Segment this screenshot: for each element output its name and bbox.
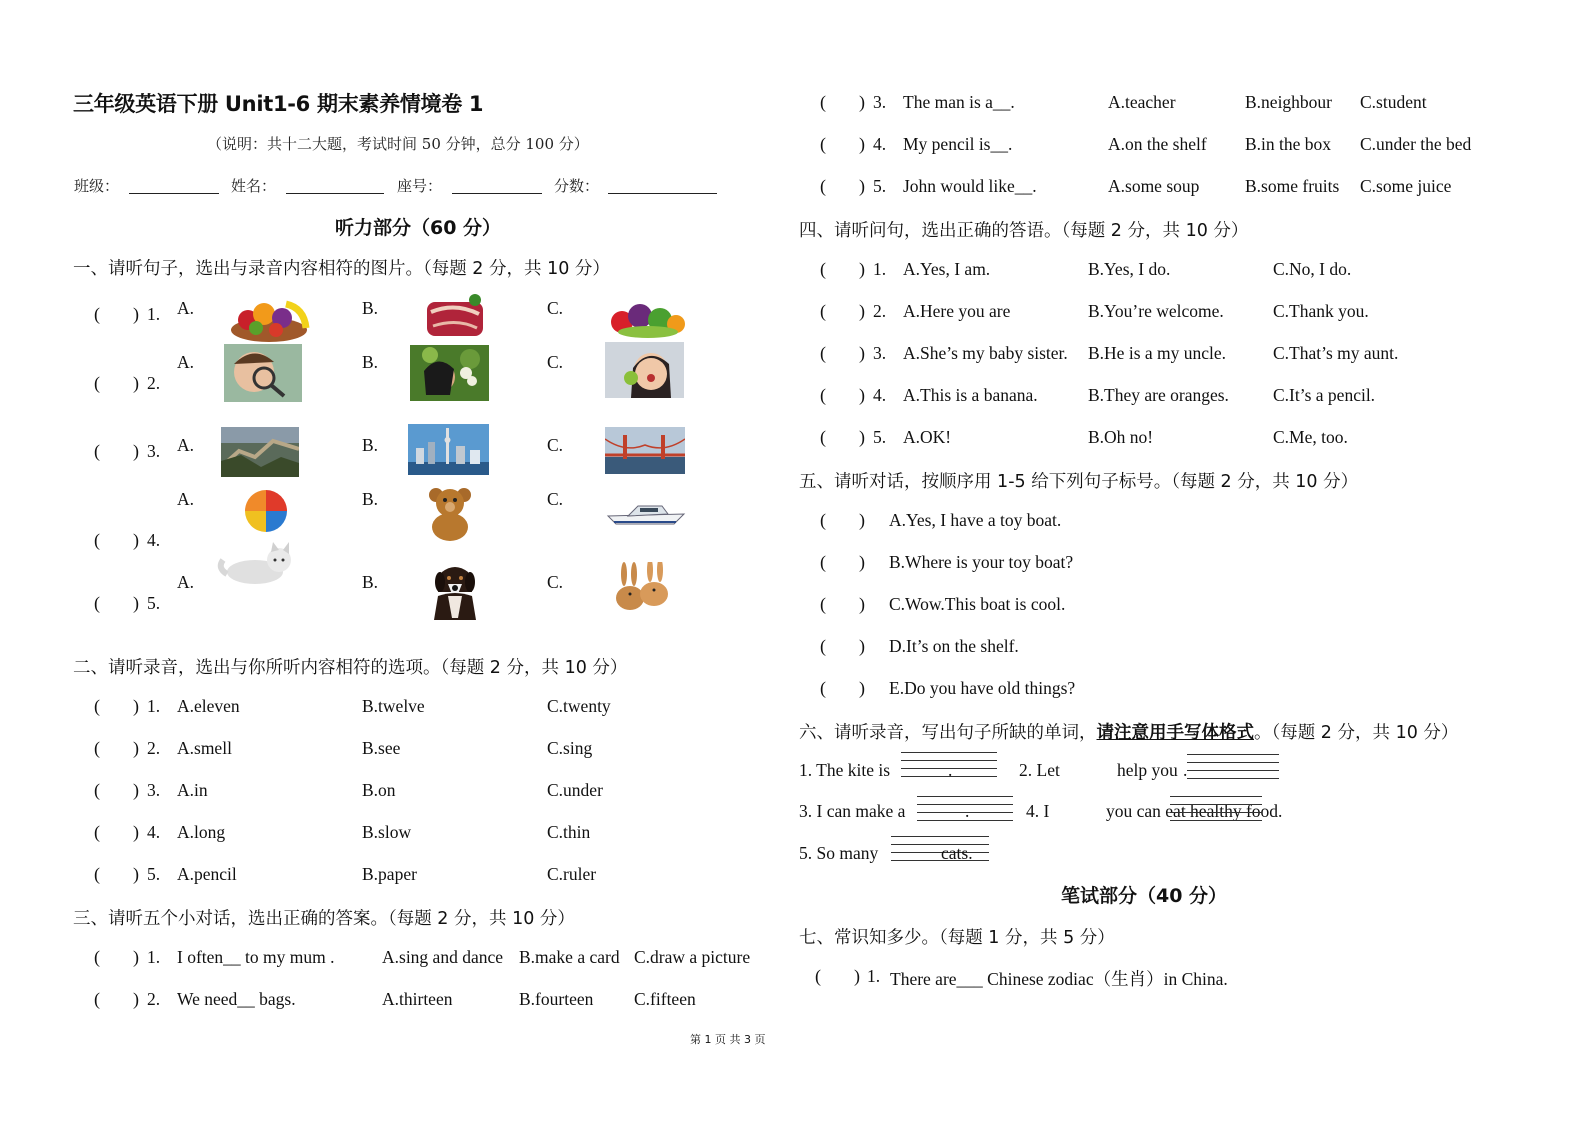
teddy-bear-image xyxy=(422,485,478,541)
section-7-title: 七、常识知多少。（每题 1 分，共 5 分） xyxy=(799,928,1115,948)
option-c: C.fifteen xyxy=(634,989,696,1009)
option-b: B.paper xyxy=(362,864,417,884)
question-number: 3. xyxy=(147,441,161,461)
option-a: A.eleven xyxy=(177,696,240,716)
option-c: C.student xyxy=(1360,92,1427,112)
option-a: A.teacher xyxy=(1108,92,1176,112)
option-a: A.smell xyxy=(177,738,232,758)
answer-paren[interactable]: ( xyxy=(820,343,826,363)
answer-paren-close: ) xyxy=(133,947,139,967)
question-number: 3. xyxy=(873,343,887,363)
sentence-text: D.It’s on the shelf. xyxy=(889,636,1019,656)
answer-paren-close: ) xyxy=(859,176,865,196)
handwriting-blank-5[interactable] xyxy=(891,836,989,870)
option-a: A.long xyxy=(177,822,226,842)
question-text: I often__ to my mum . xyxy=(177,947,335,967)
question-number: 1. xyxy=(147,696,161,716)
city-skyline-image xyxy=(408,424,489,475)
option-letter: A. xyxy=(177,572,195,592)
section-6-title-main: 六、请听录音，写出句子所缺的单词， xyxy=(799,723,1097,743)
question-text: There are___ Chinese zodiac（生肖）in China. xyxy=(890,969,1228,989)
answer-paren-close: ) xyxy=(859,301,865,321)
option-letter: B. xyxy=(362,298,379,318)
option-b: B.fourteen xyxy=(519,989,594,1009)
option-a: A.OK! xyxy=(903,427,952,447)
field-class-input[interactable] xyxy=(129,193,219,194)
option-letter: B. xyxy=(362,489,379,509)
question-number: 2. xyxy=(147,738,161,758)
listening-part-title: 听力部分（60 分） xyxy=(335,217,502,239)
handwriting-blank-2b[interactable] xyxy=(1187,754,1279,788)
answer-paren-close: ) xyxy=(854,966,860,986)
page-title: 三年级英语下册 Unit1-6 期末素养情境卷 1 xyxy=(73,92,484,116)
boy-magnifier-image xyxy=(224,344,302,402)
answer-paren-close: ) xyxy=(133,304,139,324)
question-number: 1. xyxy=(147,947,161,967)
answer-paren[interactable]: ( xyxy=(94,304,100,324)
option-b: B.make a card xyxy=(519,947,620,967)
answer-paren-close: ) xyxy=(133,696,139,716)
vegetables-image xyxy=(608,294,688,340)
answer-paren-close: ) xyxy=(133,530,139,550)
answer-paren-close: ) xyxy=(133,989,139,1009)
sentence-text: A.Yes, I have a toy boat. xyxy=(889,510,1062,530)
section-1-title: 一、请听句子，选出与录音内容相符的图片。（每题 2 分，共 10 分） xyxy=(73,259,610,279)
option-c: C.twenty xyxy=(547,696,611,716)
question-text: John would like__. xyxy=(903,176,1037,196)
question-number: 2. xyxy=(873,301,887,321)
dog-image xyxy=(428,562,482,624)
option-letter: C. xyxy=(547,572,564,592)
girl-eating-apple-image xyxy=(605,342,684,398)
answer-paren-close: ) xyxy=(859,510,865,530)
option-a: A.Yes, I am. xyxy=(903,259,991,279)
question-number: 1. xyxy=(867,966,881,986)
option-c: C.sing xyxy=(547,738,593,758)
section-2-title: 二、请听录音，选出与你所听内容相符的选项。（每题 2 分，共 10 分） xyxy=(73,658,628,678)
option-c: C.under the bed xyxy=(1360,134,1472,154)
section-6-title-score: 。（每题 2 分，共 10 分） xyxy=(1254,723,1459,743)
option-letter: C. xyxy=(547,352,564,372)
option-a: A.This is a banana. xyxy=(903,385,1038,405)
section-3-title: 三、请听五个小对话，选出正确的答案。（每题 2 分，共 10 分） xyxy=(73,909,575,929)
raw-meat-image xyxy=(423,292,487,342)
page-footer: 第 1 页 共 3 页 xyxy=(690,1033,766,1046)
sentence-1-end: . xyxy=(948,760,953,780)
question-number: 4. xyxy=(147,530,161,550)
question-number: 2. xyxy=(147,373,161,393)
answer-paren[interactable]: ( xyxy=(94,530,100,550)
sentence-1-text: 1. The kite is xyxy=(799,760,891,780)
sentence-text: C.Wow.This boat is cool. xyxy=(889,594,1066,614)
field-score-input[interactable] xyxy=(608,193,717,194)
answer-paren-close: ) xyxy=(859,259,865,279)
beach-ball-image xyxy=(243,488,289,534)
option-letter: A. xyxy=(177,489,195,509)
answer-paren-close: ) xyxy=(133,593,139,613)
option-letter: A. xyxy=(177,298,195,318)
answer-paren[interactable]: ( xyxy=(820,92,826,112)
option-letter: A. xyxy=(177,435,195,455)
option-c: C.It’s a pencil. xyxy=(1273,385,1376,405)
option-b: B.You’re welcome. xyxy=(1088,301,1224,321)
answer-paren[interactable]: ( xyxy=(820,510,826,530)
question-number: 5. xyxy=(873,176,887,196)
answer-paren-close: ) xyxy=(133,780,139,800)
sentence-5-text: 5. So many xyxy=(799,843,879,863)
section-4-title: 四、请听问句，选出正确的答语。（每题 2 分，共 10 分） xyxy=(799,221,1249,241)
option-a: A.some soup xyxy=(1108,176,1200,196)
fruit-basket-image xyxy=(226,294,312,344)
sentence-3-text: 3. I can make a xyxy=(799,801,906,821)
answer-paren[interactable]: ( xyxy=(820,594,826,614)
option-b: B.Oh no! xyxy=(1088,427,1154,447)
answer-paren-close: ) xyxy=(859,343,865,363)
option-b: B.on xyxy=(362,780,396,800)
option-c: C.draw a picture xyxy=(634,947,751,967)
question-number: 5. xyxy=(147,864,161,884)
option-c: C.thin xyxy=(547,822,591,842)
answer-paren-close: ) xyxy=(133,441,139,461)
option-a: A.pencil xyxy=(177,864,237,884)
answer-paren[interactable]: ( xyxy=(94,593,100,613)
option-letter: B. xyxy=(362,572,379,592)
answer-paren[interactable]: ( xyxy=(820,176,826,196)
question-number: 4. xyxy=(873,134,887,154)
question-number: 1. xyxy=(147,304,161,324)
answer-paren[interactable]: ( xyxy=(94,696,100,716)
option-b: B.see xyxy=(362,738,401,758)
field-seat-input[interactable] xyxy=(452,193,542,194)
answer-paren[interactable]: ( xyxy=(815,966,821,986)
handwriting-blank-4[interactable] xyxy=(1170,796,1262,830)
option-letter: A. xyxy=(177,352,195,372)
answer-paren-close: ) xyxy=(859,385,865,405)
option-c: C.Me, too. xyxy=(1273,427,1348,447)
answer-paren-close: ) xyxy=(859,678,865,698)
boat-image xyxy=(606,498,686,528)
answer-paren[interactable]: ( xyxy=(820,636,826,656)
field-score-label: 分数： xyxy=(554,177,600,195)
section-6-title xyxy=(799,719,1458,744)
option-letter: C. xyxy=(547,298,564,318)
answer-paren-close: ) xyxy=(859,134,865,154)
question-number: 5. xyxy=(873,427,887,447)
question-text: My pencil is__. xyxy=(903,134,1013,154)
cat-image xyxy=(217,540,297,586)
answer-paren[interactable]: ( xyxy=(94,780,100,800)
question-text: The man is a__. xyxy=(903,92,1015,112)
answer-paren[interactable]: ( xyxy=(820,301,826,321)
answer-paren[interactable]: ( xyxy=(94,373,100,393)
answer-paren-close: ) xyxy=(859,552,865,572)
section-5-title: 五、请听对话，按顺序用 1-5 给下列句子标号。（每题 2 分，共 10 分） xyxy=(799,472,1359,492)
sentence-3-end: . xyxy=(965,801,970,821)
answer-paren[interactable]: ( xyxy=(820,427,826,447)
option-a: A.Here you are xyxy=(903,301,1011,321)
sentence-2-text: 2. Let xyxy=(1019,760,1060,780)
rabbits-image xyxy=(612,562,672,612)
option-b: B.They are oranges. xyxy=(1088,385,1229,405)
option-c: C.ruler xyxy=(547,864,597,884)
option-c: C.some juice xyxy=(1360,176,1452,196)
question-number: 1. xyxy=(873,259,887,279)
answer-paren[interactable]: ( xyxy=(94,864,100,884)
option-a: A.She’s my baby sister. xyxy=(903,343,1068,363)
field-name-input[interactable] xyxy=(286,193,384,194)
answer-paren-close: ) xyxy=(859,636,865,656)
question-number: 4. xyxy=(147,822,161,842)
question-number: 2. xyxy=(147,989,161,1009)
option-b: B.in the box xyxy=(1245,134,1332,154)
option-letter: C. xyxy=(547,435,564,455)
answer-paren-close: ) xyxy=(859,92,865,112)
answer-paren-close: ) xyxy=(133,373,139,393)
sentence-4-text: 4. I xyxy=(1026,801,1050,821)
answer-paren[interactable]: ( xyxy=(820,134,826,154)
sentence-4-text-b: you can eat healthy food. xyxy=(1106,801,1283,821)
answer-paren[interactable]: ( xyxy=(820,678,826,698)
exam-note: （说明：共十二大题，考试时间 50 分钟，总分 100 分） xyxy=(207,135,589,153)
option-c: C.Thank you. xyxy=(1273,301,1369,321)
question-number: 4. xyxy=(873,385,887,405)
answer-paren[interactable]: ( xyxy=(94,989,100,1009)
answer-paren-close: ) xyxy=(133,822,139,842)
sentence-2-end: . xyxy=(1183,760,1188,780)
option-b: B.neighbour xyxy=(1245,92,1333,112)
option-b: B.twelve xyxy=(362,696,425,716)
answer-paren[interactable]: ( xyxy=(820,259,826,279)
answer-paren[interactable]: ( xyxy=(94,947,100,967)
sentence-text: B.Where is your toy boat? xyxy=(889,552,1074,572)
sentence-text: E.Do you have old things? xyxy=(889,678,1076,698)
option-a: A.thirteen xyxy=(382,989,453,1009)
question-number: 5. xyxy=(147,593,161,613)
option-a: A.on the shelf xyxy=(1108,134,1207,154)
option-letter: C. xyxy=(547,489,564,509)
section-6-title-emphasis: 请注意用手写体格式 xyxy=(1096,723,1254,743)
option-letter: B. xyxy=(362,435,379,455)
option-a: A.in xyxy=(177,780,208,800)
answer-paren[interactable]: ( xyxy=(94,441,100,461)
answer-paren[interactable]: ( xyxy=(820,552,826,572)
question-number: 3. xyxy=(147,780,161,800)
question-number: 3. xyxy=(873,92,887,112)
answer-paren[interactable]: ( xyxy=(94,822,100,842)
option-letter: B. xyxy=(362,352,379,372)
field-seat-label: 座号： xyxy=(397,177,443,195)
answer-paren-close: ) xyxy=(859,427,865,447)
option-b: B.He is a my uncle. xyxy=(1088,343,1227,363)
option-b: B.Yes, I do. xyxy=(1088,259,1171,279)
field-class-label: 班级： xyxy=(74,177,120,195)
sentence-5-text-b: cats. xyxy=(941,843,973,863)
answer-paren[interactable]: ( xyxy=(820,385,826,405)
field-name-label: 姓名： xyxy=(231,177,277,195)
option-b: B.some fruits xyxy=(1245,176,1340,196)
option-c: C.No, I do. xyxy=(1273,259,1352,279)
question-text: We need__ bags. xyxy=(177,989,296,1009)
answer-paren-close: ) xyxy=(859,594,865,614)
writing-part-title: 笔试部分（40 分） xyxy=(1061,885,1228,907)
bridge-image xyxy=(605,427,685,474)
girl-smelling-flower-image xyxy=(410,345,489,401)
option-c: C.under xyxy=(547,780,603,800)
option-b: B.slow xyxy=(362,822,412,842)
great-wall-image xyxy=(221,427,299,477)
answer-paren-close: ) xyxy=(133,738,139,758)
option-a: A.sing and dance xyxy=(382,947,504,967)
sentence-2-text-b: help you xyxy=(1117,760,1178,780)
answer-paren[interactable]: ( xyxy=(94,738,100,758)
option-c: C.That’s my aunt. xyxy=(1273,343,1399,363)
answer-paren-close: ) xyxy=(133,864,139,884)
